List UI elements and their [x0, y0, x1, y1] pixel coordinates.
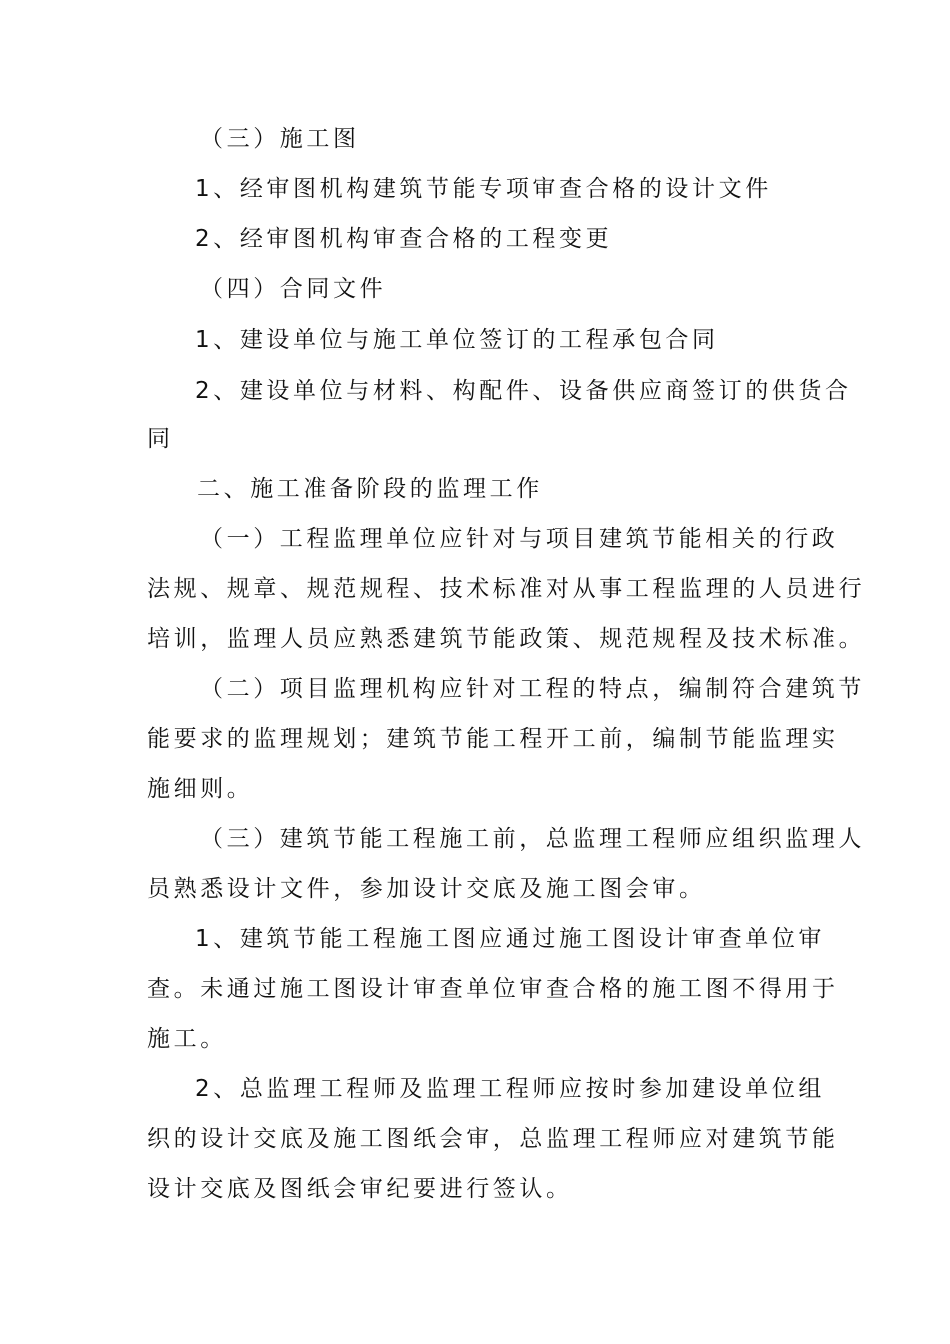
text-line: （一）工程监理单位应针对与项目建筑节能相关的行政 — [200, 526, 839, 552]
text-line: 查。未通过施工图设计审查单位审查合格的施工图不得用于 — [147, 976, 839, 1002]
section-heading: 二、施工准备阶段的监理工作 — [197, 476, 543, 502]
text-line: 施细则。 — [147, 776, 254, 802]
text-line: 员熟悉设计文件，参加设计交底及施工图会审。 — [147, 876, 706, 902]
text-line: 1、建设单位与施工单位签订的工程承包合同 — [195, 327, 719, 353]
text-line: 2、总监理工程师及监理工程师应按时参加建设单位组 — [195, 1076, 826, 1102]
text-line: 施工。 — [147, 1026, 227, 1052]
text-line: （三）建筑节能工程施工前，总监理工程师应组织监理人 — [200, 826, 865, 852]
text-line: 能要求的监理规划；建筑节能工程开工前，编制节能监理实 — [147, 726, 839, 752]
text-line: （四）合同文件 — [200, 276, 387, 302]
text-line: 2、建设单位与材料、构配件、设备供应商签订的供货合 — [195, 378, 852, 404]
text-line: 法规、规章、规范规程、技术标准对从事工程监理的人员进行 — [147, 576, 866, 602]
text-line: （二）项目监理机构应针对工程的特点，编制符合建筑节 — [200, 676, 865, 702]
text-line: 设计交底及图纸会审纪要进行签认。 — [147, 1176, 573, 1202]
text-line: 1、建筑节能工程施工图应通过施工图设计审查单位审 — [195, 926, 826, 952]
text-line: 同 — [147, 426, 174, 452]
text-line: 2、经审图机构审查合格的工程变更 — [195, 226, 613, 252]
text-line: 培训，监理人员应熟悉建筑节能政策、规范规程及技术标准。 — [147, 626, 866, 652]
text-line: 1、经审图机构建筑节能专项审查合格的设计文件 — [195, 176, 772, 202]
text-line: （三）施工图 — [200, 126, 360, 152]
text-line: 织的设计交底及施工图纸会审，总监理工程师应对建筑节能 — [147, 1126, 839, 1152]
